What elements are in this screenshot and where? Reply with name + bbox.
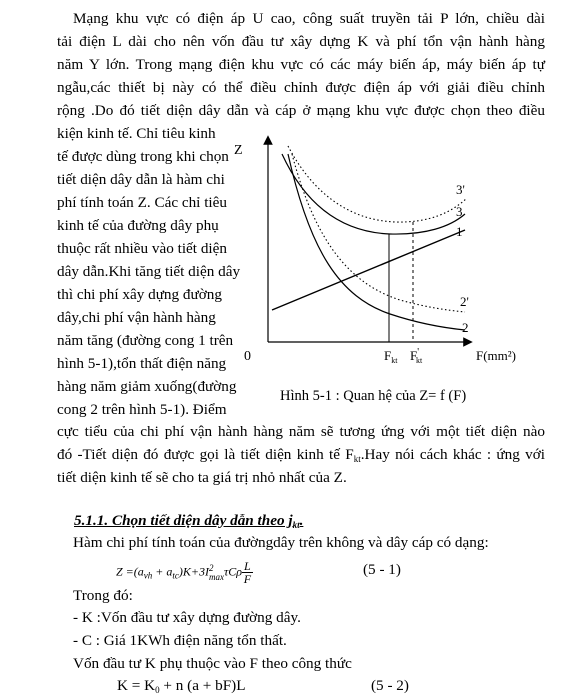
fkt-prime-label: F' kt [410,347,423,365]
k-formula-intro: Vốn đầu tư K phụ thuộc vào F theo công thức [73,655,352,672]
curve-label-1: 1 [456,224,463,239]
formula-5-2: $K = K_0 + n$ (a + bF)L [117,677,246,695]
left-column-line: thì chi phí xây dựng đường [57,286,222,303]
paragraph-2-line-2: đó -Tiết diện đó được gọi là tiết diện kinh tế $F_{kt}.Hay$ nói cách khác : ứng với [57,446,545,464]
left-column-line: thuộc rất nhiều vào tiết diện [57,240,227,257]
curve-1 [272,230,465,310]
left-column-line: dây,chi phí vận hành hàng [57,309,216,326]
curve-3-prime [288,146,467,222]
section-heading: 5.1.1. Chọn tiết diện dây dẫn theo $j_{kt}$. [74,512,304,530]
section-intro: Hàm chi phí tính toán của đườngdây trên không và dây cáp có dạng: [73,534,489,551]
formula-5-1: $Z =(a_{vh} + a_{tc})K+3I$ 2 max τCρ $\frac{L}{F}$ [116,559,252,586]
formula-5-1-number: (5 - 1) [363,561,401,578]
paragraph-2-line-3: tiết diện kinh tế sẽ cho ta giá trị nhỏ nhất của Z. [57,469,347,486]
curve-label-2: 2 [462,320,469,335]
paragraph-1-line-2: tải điện L dài cho nên vốn đầu tư xây dựng K và phí tổn vận hành hàng [57,33,545,50]
curve-3 [282,154,465,234]
left-column-line: tế được dùng trong khi chọn [57,148,229,165]
curve-label-2-prime: 2' [460,294,469,309]
paragraph-2-line-1: cực tiểu của chi phí vận hành hàng năm sẽ tương ứng với một tiết diện nào [57,423,545,440]
left-column-line: kinh tế của đường dây phụ [57,217,219,234]
y-axis-label: Z [234,143,243,158]
curve-label-3-prime: 3' [456,182,465,197]
list-item-c: - C : Giá 1KWh điện năng tổn thất. [73,632,287,649]
left-column-line: năm tăng (đường cong 1 trên [57,332,234,349]
left-column-line: cong 2 trên hình 5-1). Điểm [57,401,227,418]
paragraph-1-line-6: kiện kinh tế. Chỉ tiêu kinh [57,125,216,142]
figure-5-1 [230,132,550,382]
left-column-line: tiết diện dây dẫn là hàm chi [57,171,225,188]
curve-label-3: 3 [456,204,463,219]
paragraph-1-line-5: rộng .Do đó tiết diện dây dẫn và cáp ở mạng khu vực được chọn theo điều [57,102,545,119]
left-column-line: dây dẫn.Khi tăng tiết diện dây [57,263,241,280]
figure-caption: Hình 5-1 : Quan hệ của Z= f (F) [280,388,467,404]
formula-5-2-number: (5 - 2) [371,677,409,694]
list-item-k: - K :Vốn đầu tư xây dựng đường dây. [73,609,301,626]
origin-label: 0 [244,349,251,364]
x-axis-label: F(mm²) [476,348,517,363]
left-column-line: hàng năm giảm xuống(đường [57,378,237,395]
left-column-line: hình 5-1),tổn thất điện năng [57,355,227,372]
paragraph-1-line-4: ngẫu,các thiết bị này có thể điều chỉnh được điện áp với giải điều chỉnh [57,79,545,96]
where-label: Trong đó: [73,587,133,604]
left-column-line: phí tính toán Z. Các chỉ tiêu [57,194,227,211]
curve-2 [288,154,465,330]
paragraph-1-line-1: Mạng khu vực có điện áp U cao, công suất truyền tải P lớn, chiều dài [73,10,545,27]
fkt-label: $F_{kt}$ [384,348,398,365]
paragraph-1-line-3: năm Y lớn. Trong mạng điện khu vực có các máy biến áp, máy biến áp tự [57,56,545,73]
